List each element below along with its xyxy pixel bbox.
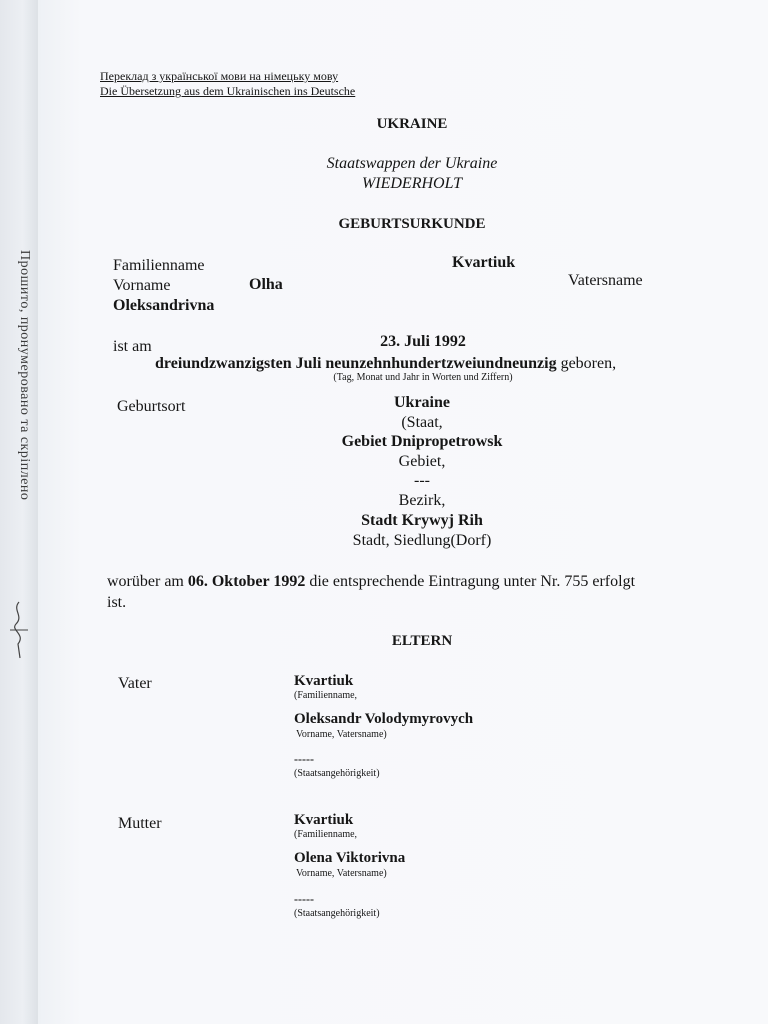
- registration-line: [107, 573, 635, 591]
- birth-date-value: 23. Juli 1992: [380, 333, 466, 350]
- firstname-value: Olha: [249, 276, 283, 293]
- birth-state-hint: (Staat,: [401, 414, 443, 431]
- registration-number: 755: [564, 573, 589, 590]
- father-surname-hint: (Familienname,: [294, 690, 358, 701]
- father-names: Oleksandr Volodymyrovych: [294, 711, 474, 727]
- coat-of-arms-note: Staatswappen der Ukraine: [326, 155, 498, 172]
- repeated-stamp: WIEDERHOLT: [361, 175, 463, 192]
- born-word: geboren,: [560, 355, 617, 372]
- mother-surname: Kvartiuk: [294, 812, 354, 828]
- birth-date-words: dreiundzwanzigsten Juli neunzehnhundertzweiundneunzig: [155, 355, 557, 372]
- birth-date-hint: (Tag, Monat und Jahr in Worten und Ziffern): [333, 372, 513, 383]
- birth-date-words-line: [155, 355, 616, 373]
- country-title: UKRAINE: [376, 116, 448, 132]
- birth-state-value: Ukraine: [394, 394, 450, 411]
- birthplace-label: Geburtsort: [117, 398, 186, 415]
- registration-middle: die entsprechende Eintragung unter Nr.: [309, 573, 561, 590]
- patronymic-value: Oleksandrivna: [113, 297, 215, 314]
- birth-district-value: ---: [414, 472, 430, 489]
- registration-suffix: erfolgt: [592, 573, 636, 590]
- birth-city-value: Stadt Krywyj Rih: [361, 512, 483, 529]
- father-citizenship-hint: (Staatsangehörigkeit): [294, 768, 380, 779]
- margin-signature: [6, 600, 32, 662]
- birth-date-label: ist am: [113, 338, 152, 355]
- mother-names-hint: Vorname, Vatersname): [296, 868, 387, 879]
- father-citizenship: -----: [294, 752, 314, 766]
- firstname-label: Vorname: [113, 277, 171, 294]
- registration-date: 06. Oktober 1992: [187, 573, 306, 590]
- mother-names: Olena Viktorivna: [294, 850, 406, 866]
- father-surname: Kvartiuk: [294, 673, 354, 689]
- surname-value: Kvartiuk: [452, 254, 516, 271]
- father-names-hint: Vorname, Vatersname): [296, 729, 387, 740]
- registration-end: ist.: [107, 594, 127, 611]
- surname-label: Familienname: [113, 257, 205, 274]
- mother-label: Mutter: [118, 815, 162, 832]
- parents-title: ELTERN: [391, 633, 453, 649]
- header-translation-de: Die Übersetzung aus dem Ukrainischen ins Deutsche: [100, 84, 356, 98]
- birth-city-hint: Stadt, Siedlung(Dorf): [352, 532, 492, 549]
- father-label: Vater: [118, 675, 152, 692]
- mother-surname-hint: (Familienname,: [294, 829, 358, 840]
- birth-district-hint: Bezirk,: [398, 492, 446, 509]
- document-title: GEBURTSURKUNDE: [338, 216, 486, 232]
- mother-citizenship: -----: [294, 892, 314, 906]
- registration-prefix: worüber am: [107, 573, 184, 590]
- birth-region-hint: Gebiet,: [398, 453, 446, 470]
- patronymic-label: Vatersname: [568, 272, 643, 289]
- document-page: [38, 0, 768, 1024]
- margin-binding-note: Прошито, пронумеровано та скріплено: [17, 250, 32, 501]
- mother-citizenship-hint: (Staatsangehörigkeit): [294, 908, 380, 919]
- birth-region-value: Gebiet Dnipropetrowsk: [341, 433, 503, 450]
- binding-margin: [0, 0, 39, 1024]
- header-translation-uk: Переклад з української мови на німецьку мову: [100, 69, 339, 83]
